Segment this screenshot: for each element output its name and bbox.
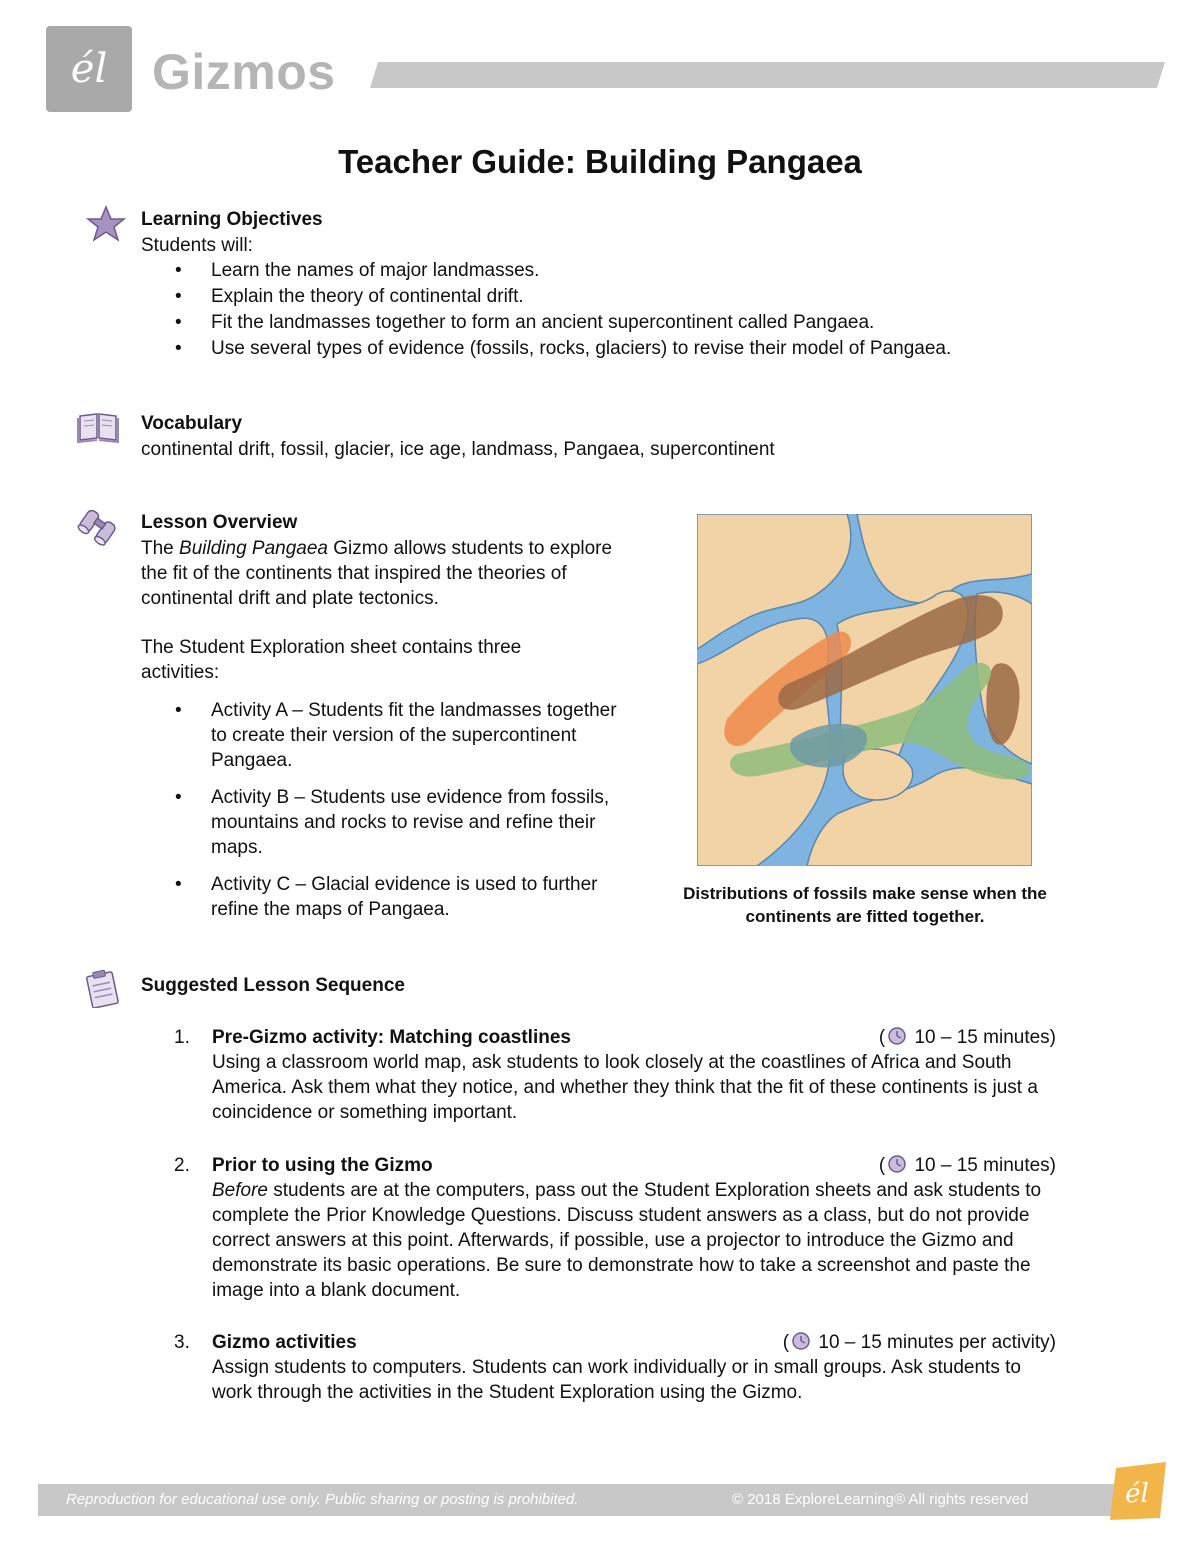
step-body — [212, 1178, 1062, 1303]
footer-logo-mark: él — [1125, 1479, 1149, 1509]
footer-copyright: © 2018 ExploreLearning® All rights reserved — [732, 1491, 1029, 1508]
step-body — [212, 1050, 1062, 1125]
sequence-step-2 — [174, 1153, 1064, 1303]
step-time: ( 10 – 15 minutes per activity) — [782, 1332, 1056, 1353]
activities-list — [141, 698, 631, 922]
footer-notice: Reproduction for educational use only. Public sharing or posting is prohibited. — [66, 1491, 579, 1508]
step-number: 1. — [174, 1027, 190, 1048]
header-bar — [370, 62, 1165, 88]
binoculars-icon — [76, 506, 120, 546]
sequence-step-3 — [174, 1330, 1064, 1405]
objectives-heading: Learning Objectives — [141, 209, 323, 230]
pangaea-fossil-map — [697, 514, 1032, 866]
list-item: • Activity A – Students fit the landmasses together to create their version of the supercontinent Pangaea. — [141, 698, 631, 773]
step-time-value: 10 – 15 minutes — [914, 1155, 1050, 1176]
footer-logo — [1106, 1460, 1168, 1522]
page-title: Teacher Guide: Building Pangaea — [338, 143, 862, 180]
objectives-intro: Students will: — [141, 235, 253, 256]
map-caption: Distributions of fossils make sense when the continents are fitted together. — [683, 884, 1047, 926]
book-icon — [76, 406, 120, 446]
objectives-list — [141, 258, 1101, 362]
explorelearning-logo — [46, 26, 132, 112]
vocabulary-terms: continental drift, fossil, glacier, ice age, landmass, Pangaea, supercontinent — [141, 439, 775, 460]
activities-list-wrap — [141, 698, 631, 934]
step-title: Pre-Gizmo activity: Matching coastlines — [212, 1027, 571, 1048]
list-item: • Activity B – Students use evidence from fossils, mountains and rocks to revise and refine their maps. — [141, 785, 631, 860]
overview-text-post: Gizmo allows students to explore the fit of the continents that inspired the theories of continental drift and plate tectonics. — [141, 538, 613, 609]
list-item: • Explain the theory of continental drift. — [141, 284, 1101, 310]
overview-paragraph-2: The Student Exploration sheet contains three activities: — [141, 637, 522, 683]
overview-paragraph-1 — [141, 536, 621, 611]
clock-icon — [789, 1331, 813, 1351]
step-body-italic: Before — [212, 1180, 268, 1201]
clipboard-icon — [80, 968, 124, 1008]
step-body — [212, 1355, 1062, 1405]
step-time-value: 10 – 15 minutes per activity — [818, 1332, 1050, 1353]
clock-icon — [885, 1026, 909, 1046]
overview-heading: Lesson Overview — [141, 512, 298, 533]
brand-name: Gizmos — [152, 44, 336, 100]
step-time: ( 10 – 15 minutes) — [878, 1155, 1056, 1176]
step-number: 2. — [174, 1155, 190, 1176]
list-item: • Activity C – Glacial evidence is used to further refine the maps of Pangaea. — [141, 872, 631, 922]
step-body-text: students are at the computers, pass out the Student Exploration sheets and ask students to complete the Prior Knowledge Questions. Discuss student answers as a class, but do not provide correct answers at this point. Afterwards, if possible, use a projector to introduce the Gizmo and demonstrate its basic operations. Be sure to demonstrate how to take a screenshot and paste the image into a blank document. — [212, 1180, 1042, 1301]
clock-icon — [885, 1154, 909, 1174]
logo-mark: él — [70, 46, 108, 92]
step-title: Prior to using the Gizmo — [212, 1155, 433, 1176]
step-title: Gizmo activities — [212, 1332, 357, 1353]
step-number: 3. — [174, 1332, 190, 1353]
sequence-heading: Suggested Lesson Sequence — [141, 975, 405, 996]
sequence-step-1 — [174, 1025, 1064, 1125]
overview-text-pre: The — [141, 538, 180, 559]
list-item: • Learn the names of major landmasses. — [141, 258, 1101, 284]
step-time-value: 10 – 15 minutes — [914, 1027, 1050, 1048]
step-time: ( 10 – 15 minutes) — [878, 1027, 1056, 1048]
step-body-text: Assign students to computers. Students can work individually or in small groups. Ask students to work through the activities in the Student Exploration using the Gizmo. — [212, 1357, 1021, 1403]
list-item: • Fit the landmasses together to form an ancient supercontinent called Pangaea. — [141, 310, 1101, 336]
list-item: • Use several types of evidence (fossils, rocks, glaciers) to revise their model of Pangaea. — [141, 336, 1101, 362]
step-body-text: Using a classroom world map, ask students to look closely at the coastlines of Africa and South America. Ask them what they notice, and whether they think that the fit of these continents is just a coincidence or something important. — [212, 1052, 1038, 1123]
star-icon — [84, 204, 128, 244]
vocabulary-heading: Vocabulary — [141, 413, 243, 434]
gizmo-name: Building Pangaea — [179, 538, 328, 559]
